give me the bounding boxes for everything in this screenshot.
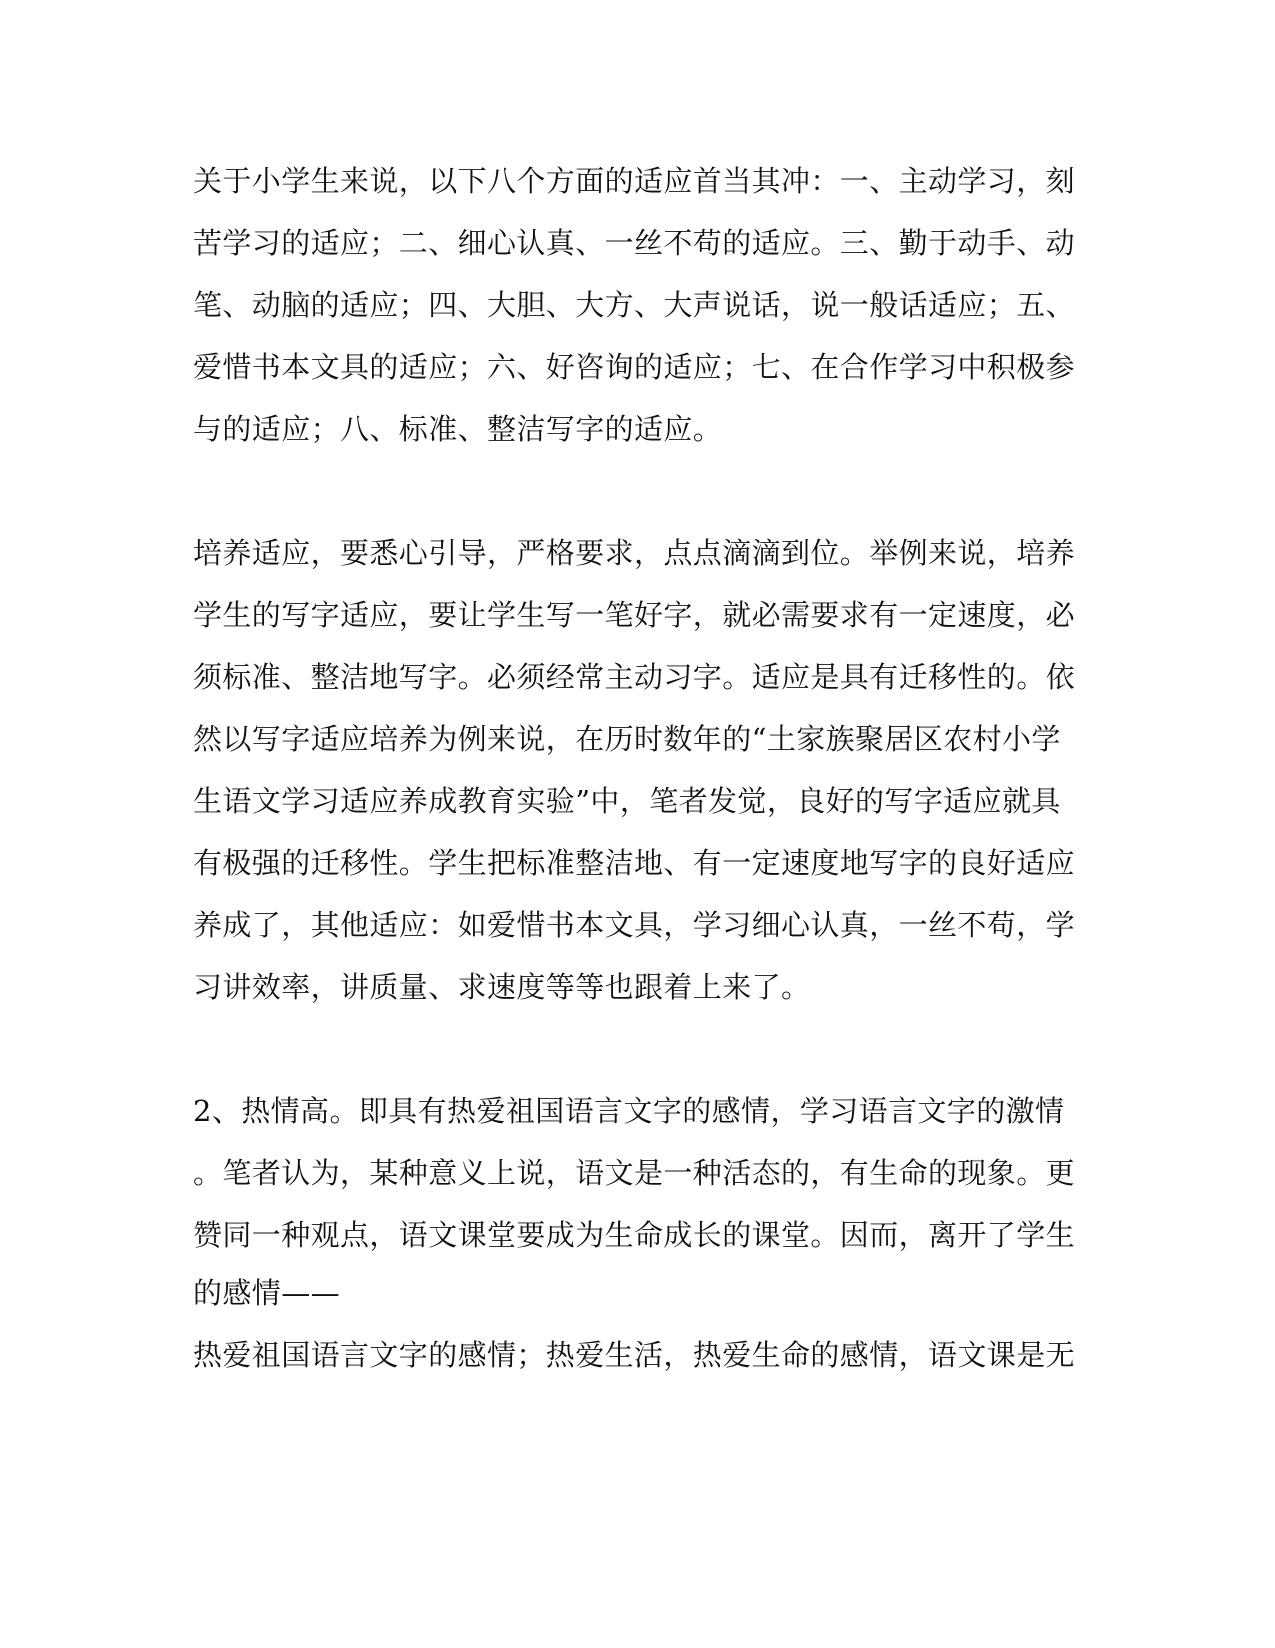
paragraph-1-line-4: 爱惜书本文具的适应；六、好咨询的适应；七、在合作学习中积极参 [193, 350, 1076, 384]
paragraph-3-line-2: 。笔者认为，某种意义上说，语文是一种活态的，有生命的现象。更 [193, 1156, 1076, 1190]
paragraph-2-line-1: 培养适应，要悉心引导，严格要求，点点滴滴到位。举例来说，培养 [193, 536, 1076, 570]
paragraph-1-line-2: 苦学习的适应；二、细心认真、一丝不苟的适应。三、勤于动手、动 [193, 226, 1076, 260]
paragraph-2-line-7: 养成了，其他适应：如爱惜书本文具，学习细心认真，一丝不苟，学 [193, 908, 1076, 942]
paragraph-2-line-2: 学生的写字适应，要让学生写一笔好字，就必需要求有一定速度，必 [193, 598, 1076, 632]
paragraph-3-line-5: 热爱祖国语言文字的感情；热爱生活，热爱生命的感情，语文课是无 [193, 1338, 1076, 1372]
paragraph-2-line-3: 须标准、整洁地写字。必须经常主动习字。适应是具有迁移性的。依 [193, 660, 1076, 694]
paragraph-3-line-1: 2、热情高。即具有热爱祖国语言文字的感情，学习语言文字的激情 [193, 1094, 1065, 1128]
paragraph-1-line-1: 关于小学生来说，以下八个方面的适应首当其冲：一、主动学习，刻 [193, 164, 1076, 198]
paragraph-2-line-5: 生语文学习适应养成教育实验”中，笔者发觉，良好的写字适应就具 [193, 784, 1061, 818]
paragraph-3-line-3: 赞同一种观点，语文课堂要成为生命成长的课堂。因而，离开了学生 [193, 1218, 1076, 1252]
paragraph-3-line-4: 的感情—— [193, 1276, 341, 1310]
paragraph-2-line-6: 有极强的迁移性。学生把标准整洁地、有一定速度地写字的良好适应 [193, 846, 1076, 880]
paragraph-1-line-5: 与的适应；八、标准、整洁写字的适应。 [193, 412, 723, 446]
paragraph-2-line-4: 然以写字适应培养为例来说，在历时数年的“土家族聚居区农村小学 [193, 722, 1061, 756]
paragraph-1-line-3: 笔、动脑的适应；四、大胆、大方、大声说话，说一般话适应；五、 [193, 288, 1076, 322]
paragraph-2-line-8: 习讲效率，讲质量、求速度等等也跟着上来了。 [193, 970, 811, 1004]
